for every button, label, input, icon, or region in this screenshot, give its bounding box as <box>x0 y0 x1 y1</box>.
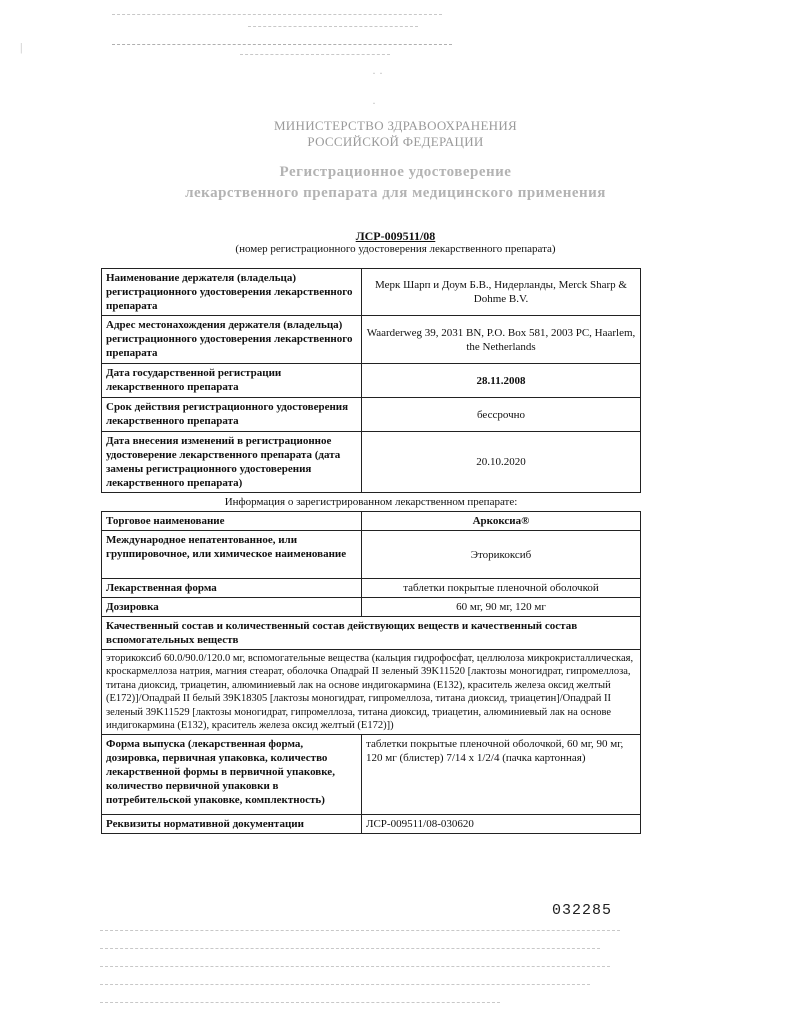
scan-mark: · <box>372 96 376 110</box>
scan-noise-line <box>100 1002 500 1003</box>
dosage-value: 60 мг, 90 мг, 120 мг <box>362 598 641 617</box>
validity-label: Срок действия регистрационного удостоверения лекарственного препарата <box>102 398 362 432</box>
ministry-line: МИНИСТЕРСТВО ЗДРАВООХРАНЕНИЯ <box>273 118 518 133</box>
scan-noise-line <box>100 984 590 985</box>
inn-value: Эторикоксиб <box>362 531 641 579</box>
trade-name-label: Торговое наименование <box>102 512 362 531</box>
table-row <box>102 815 641 834</box>
table-row <box>102 316 641 364</box>
info-heading: Информация о зарегистрированном лекарственном препарате: <box>102 493 641 512</box>
registration-table <box>101 268 641 834</box>
certificate-title <box>0 162 791 204</box>
ministry-header <box>0 118 791 150</box>
scan-noise-line <box>100 966 610 967</box>
change-date-value: 20.10.2020 <box>362 432 641 493</box>
table-row <box>102 579 641 598</box>
holder-label: Наименование держателя (владельца) регистрационного удостоверения лекарственного препарата <box>102 269 362 316</box>
composition-heading: Качественный состав и количественный состав действующих веществ и качественный состав вспомогательных веществ <box>102 617 641 650</box>
scan-mark: | <box>20 40 23 54</box>
inn-label: Международное непатентованное, или группировочное, или химическое наименование <box>102 531 362 579</box>
release-form-value: таблетки покрытые пленочной оболочкой, 60 мг, 90 мг, 120 мг (блистер) 7/14 х 1/2/4 (пачка картонная) <box>362 735 641 815</box>
table-row <box>102 512 641 531</box>
scan-mark: · · <box>372 66 383 80</box>
registration-number: ЛСР-009511/08 <box>355 229 436 243</box>
certificate-title-line: Регистрационное удостоверение <box>279 164 512 180</box>
table-row <box>102 735 641 815</box>
requisites-label: Реквизиты нормативной документации <box>102 815 362 834</box>
registration-number-caption: (номер регистрационного удостоверения лекарственного препарата) <box>235 243 556 255</box>
dosage-label: Дозировка <box>102 598 362 617</box>
scan-noise-line <box>100 948 600 949</box>
change-date-label: Дата внесения изменений в регистрационное удостоверение лекарственного препарата (дата замены регистрационного удостоверения лекарственного препарата) <box>102 432 362 493</box>
dosage-form-label: Лекарственная форма <box>102 579 362 598</box>
scan-noise-line <box>100 930 620 931</box>
scan-noise-line <box>112 44 452 45</box>
certificate-title-line: лекарственного препарата для медицинского применения <box>185 185 606 201</box>
table-row <box>102 617 641 650</box>
scan-noise-line <box>112 14 442 15</box>
scan-noise-line <box>240 54 390 55</box>
table-row <box>102 650 641 735</box>
address-value: Waarderweg 39, 2031 BN, P.O. Box 581, 2003 PC, Haarlem, the Netherlands <box>362 316 641 364</box>
registration-date-value: 28.11.2008 <box>362 364 641 398</box>
release-form-label: Форма выпуска (лекарственная форма, дозировка, первичная упаковка, количество лекарственной формы в первичной упаковке, количество первичной упаковки в потребительской упаковке, комплектность) <box>102 735 362 815</box>
address-label: Адрес местонахождения держателя (владельца) регистрационного удостоверения лекарственного препарата <box>102 316 362 364</box>
table-row <box>102 432 641 493</box>
table-row <box>102 398 641 432</box>
table-row <box>102 598 641 617</box>
composition-text: эторикоксиб 60.0/90.0/120.0 мг, вспомогательные вещества (кальция гидрофосфат, целлюлоза микрокристаллическая, кроскармеллоза натрия, магния стеарат, оболочка Опадрай II зеленый 39K11520 [лактозы моногидрат, гипромеллоза, титана диоксид, триацетин, алюминиевый лак на основе индигокармина (E132), краситель железа оксид желтый (E172)]/Опадрай II белый 39K18305 [лактозы моногидрат, гипромеллоза, титана диоксид, триацетин]/Опадрай II зеленый 39K11529 [лактозы моногидрат, гипромеллоза, титана диоксид, триацетин, алюминиевый лак на основе индигокармина (E132), краситель железа оксид желтый (E172)]) <box>102 650 641 735</box>
table-row <box>102 269 641 316</box>
dosage-form-value: таблетки покрытые пленочной оболочкой <box>362 579 641 598</box>
requisites-value: ЛСР-009511/08-030620 <box>362 815 641 834</box>
ministry-line: РОССИЙСКОЙ ФЕДЕРАЦИИ <box>307 134 484 149</box>
document-serial-number: 032285 <box>552 902 613 919</box>
validity-value: бессрочно <box>362 398 641 432</box>
holder-value: Мерк Шарп и Доум Б.В., Нидерланды, Merck Sharp & Dohme B.V. <box>362 269 641 316</box>
table-row <box>102 493 641 512</box>
scan-noise-line <box>248 26 418 27</box>
trade-name-value: Аркоксиа® <box>362 512 641 531</box>
registration-date-label: Дата государственной регистрации лекарственного препарата <box>102 364 362 398</box>
table-row <box>102 364 641 398</box>
table-row <box>102 531 641 579</box>
